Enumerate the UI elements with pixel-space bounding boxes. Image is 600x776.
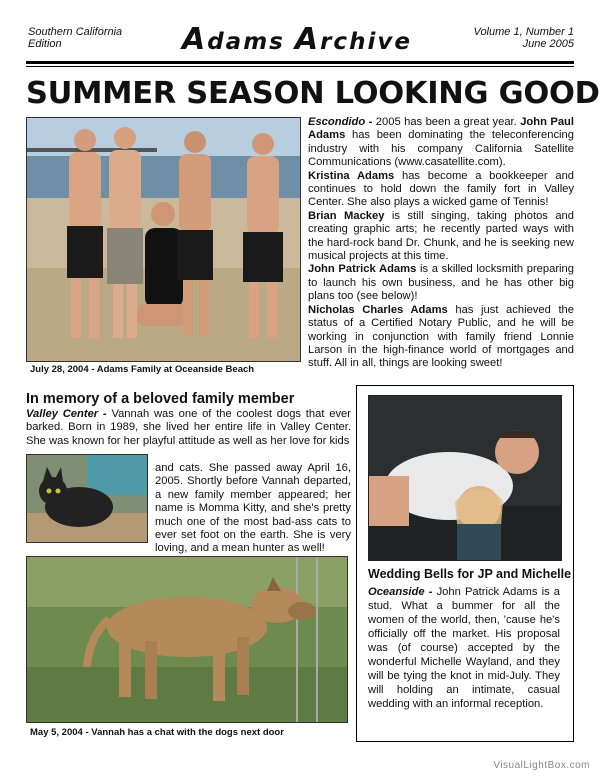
family-photo-caption: July 28, 2004 - Adams Family at Oceanside Beach xyxy=(30,364,255,375)
headline: SUMMER SEASON LOOKING GOOD xyxy=(26,76,600,111)
memory-text-top: Vannah was one of the coolest dogs that ever barked. Born in 1989, she lived her entire life in Valley Center. She was known for her playful attitude as well as her love for kids xyxy=(26,408,351,447)
story-text: has been dominating the teleconferencing industry with his company California Satellite Communications (www.casatellite.com). xyxy=(308,129,574,169)
masthead-rule-thick xyxy=(26,61,574,64)
name-brian: Brian Mackey xyxy=(308,209,385,222)
edition-label xyxy=(28,26,122,50)
dog-illustration xyxy=(27,557,347,722)
title-initial-b: A xyxy=(294,22,321,57)
volume-number: Volume 1, Number 1 xyxy=(473,26,574,38)
memory-story-top xyxy=(26,408,351,448)
story-text: is a skilled locksmith preparing to launch his own business, and he has other big plans too (see below)! xyxy=(308,263,574,303)
cat-photo xyxy=(26,454,148,543)
issue-date: June 2005 xyxy=(522,38,574,50)
story-paragraph-1 xyxy=(308,116,574,170)
dateline-oceanside: Oceanside - xyxy=(368,586,437,598)
story-text: has become a bookkeeper and continues to hold down the family fort in Valley Center. She also plays a wicked game of Tennis! xyxy=(308,169,575,209)
wedding-couple-photo xyxy=(368,395,562,561)
wedding-story xyxy=(368,585,560,711)
title-initial-a: A xyxy=(182,22,208,57)
watermark: VisualLightBox.com xyxy=(493,760,590,771)
issue-label xyxy=(474,26,574,50)
beach-scene-illustration xyxy=(27,118,300,361)
dateline-valley-center: Valley Center - xyxy=(26,408,112,420)
story-paragraph-2 xyxy=(308,170,574,210)
memory-story-wrap: and cats. She passed away April 16, 2005. Shortly before Vannah departed, a new family member appeared; her name is Momma Kitty, and she's pretty much one of the most bad-ass cats to ever set foot on the earth. She is very loving, and a mean hunter as well! xyxy=(155,462,351,555)
family-beach-photo xyxy=(26,117,301,362)
wedding-text: John Patrick Adams is a stud. What a bummer for all the women of the world, then, 'cause he's officially off the market. His proposal was (of course) accepted by the wonderful Michelle Wayland, and they will be tying the knot in mid-July. They will holding an intimate, casual wedding with an informal reception. xyxy=(368,586,561,710)
story-text: has just achieved the status of a Certified Notary Public, and he will be working in conjunction with family friend Lonnie Larson in the high-finance world of mortgages and stuff. All in all, things are looking sweet! xyxy=(308,303,574,370)
newspaper-title xyxy=(182,22,412,57)
cat-illustration xyxy=(27,455,147,542)
edition-line-2: Edition xyxy=(28,38,62,50)
story-paragraph-5 xyxy=(308,304,574,371)
wedding-heading: Wedding Bells for JP and Michelle xyxy=(368,567,572,581)
story-text: 2005 has been a great year. xyxy=(375,116,521,128)
name-kristina: Kristina Adams xyxy=(308,169,395,182)
story-paragraph-3 xyxy=(308,210,574,264)
name-nicholas: Nicholas Charles Adams xyxy=(308,303,448,316)
name-john-patrick: John Patrick Adams xyxy=(308,263,417,276)
main-story xyxy=(308,116,574,371)
dog-photo xyxy=(26,556,348,723)
story-text: is still singing, taking photos and creating graphic arts; he recently parted ways with the hard-rock band Dr. Chunk, and he is seeking new musical projects at this time. xyxy=(308,209,574,263)
name-john-paul: John Paul Adams xyxy=(308,116,574,142)
memory-heading: In memory of a beloved family member xyxy=(26,391,295,407)
dateline-escondido: Escondido - xyxy=(308,116,376,128)
couple-illustration xyxy=(369,396,561,560)
dog-photo-caption: May 5, 2004 - Vannah has a chat with the dogs next door xyxy=(30,727,284,738)
masthead-rule-thin xyxy=(26,66,574,67)
story-paragraph-4 xyxy=(308,263,574,303)
title-word-2: rchive xyxy=(320,29,412,55)
title-word-1: dams xyxy=(207,29,295,55)
edition-line-1: Southern California xyxy=(28,26,123,38)
